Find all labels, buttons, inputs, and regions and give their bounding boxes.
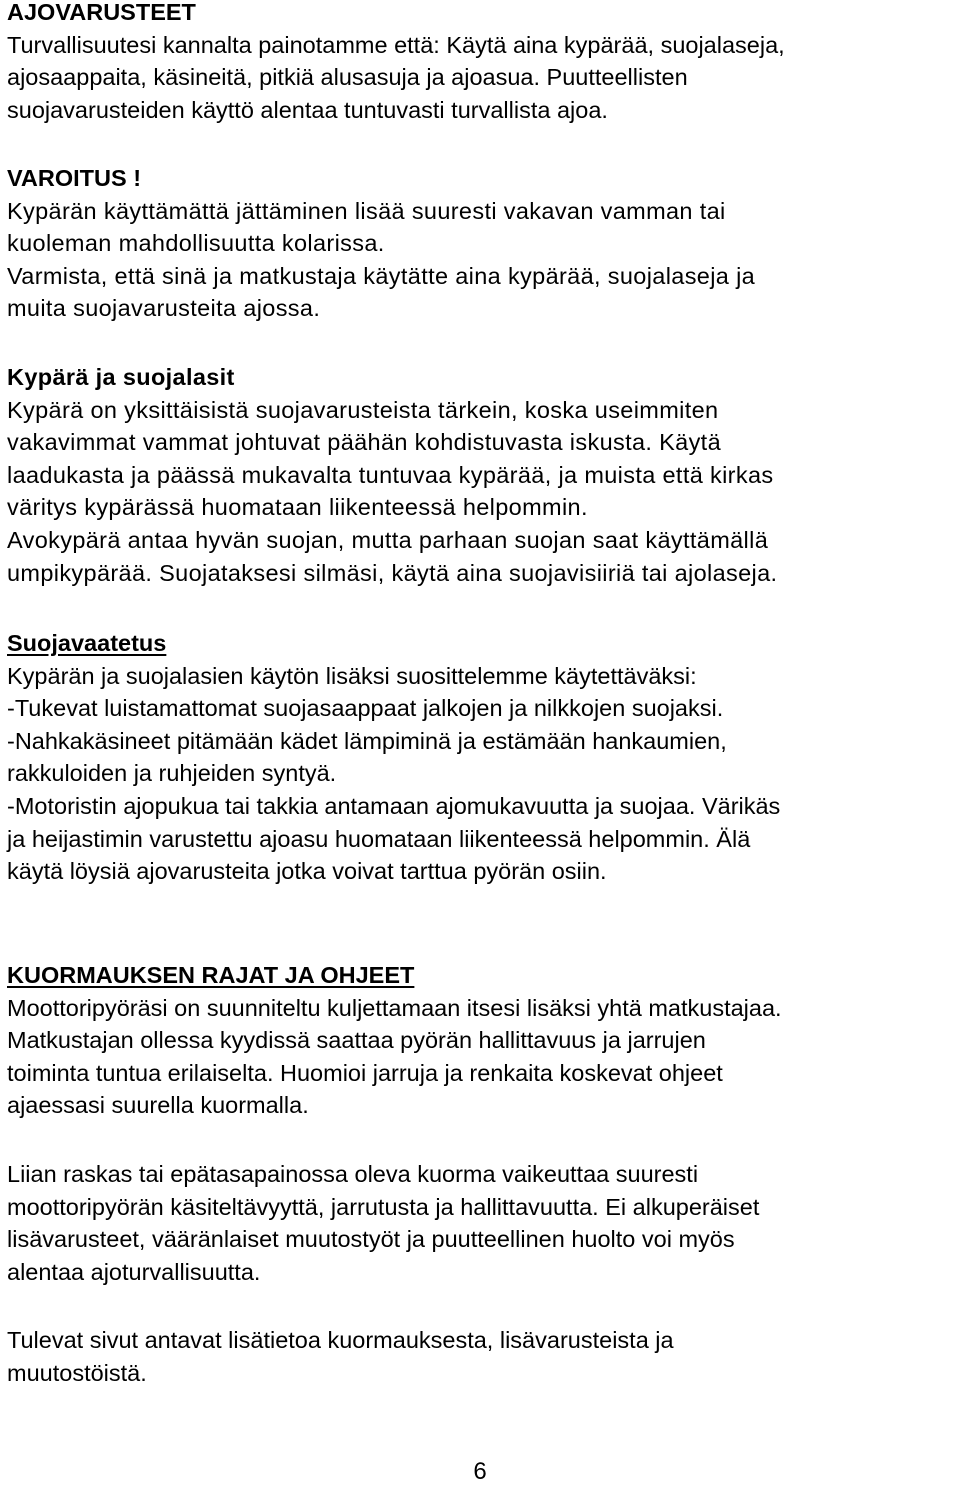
- heading-helmet: Kypärä ja suojalasit: [7, 364, 235, 390]
- paragraph-line: -Motoristin ajopukua tai takkia antamaan ajomukavuutta ja suojaa. Värikäs: [7, 792, 781, 819]
- paragraph-line: muutostöistä.: [7, 1359, 147, 1386]
- heading-equipment: AJOVARUSTEET: [7, 0, 196, 25]
- paragraph-line: umpikypärää. Suojataksesi silmäsi, käytä aina suojavisiiriä tai ajolaseja.: [7, 559, 778, 586]
- paragraph-line: Turvallisuutesi kannalta painotamme että: Käytä aina kypärää, suojalaseja,: [7, 31, 785, 58]
- paragraph-line: rakkuloiden ja ruhjeiden syntyä.: [7, 760, 337, 787]
- paragraph-line: laadukasta ja päässä mukavalta tuntuvaa kypärää, ja muista että kirkas: [7, 461, 774, 488]
- paragraph-line: Liian raskas tai epätasapainossa oleva kuorma vaikeuttaa suuresti: [7, 1161, 699, 1187]
- paragraph-line: -Tukevat luistamattomat suojasaappaat jalkojen ja nilkkojen suojaksi.: [7, 695, 724, 722]
- paragraph-line: Tulevat sivut antavat lisätietoa kuormauksesta, lisävarusteista ja: [7, 1327, 674, 1353]
- page-number: 6: [473, 1458, 487, 1485]
- paragraph-line: suojavarusteiden käyttö alentaa tuntuvasti turvallista ajoa.: [7, 96, 608, 123]
- heading-clothing: Suojavaatetus: [7, 630, 167, 656]
- paragraph-line: Kypärän ja suojalasien käytön lisäksi suosittelemme käytettäväksi:: [7, 662, 697, 689]
- section-helmet: [7, 361, 954, 589]
- paragraph-line: Matkustajan ollessa kyydissä saattaa pyörän hallittavuus ja jarrujen: [7, 1027, 706, 1054]
- paragraph-line: kuoleman mahdollisuutta kolarissa.: [7, 230, 385, 257]
- paragraph-line: toiminta tuntua erilaiselta. Huomioi jarruja ja renkaita koskevat ohjeet: [7, 1059, 723, 1086]
- section-load-limits: [7, 959, 954, 1122]
- section-clothing: [7, 627, 954, 888]
- paragraph-line: moottoripyörän käsiteltävyyttä, jarrutusta ja hallittavuutta. Ei alkuperäiset: [7, 1193, 760, 1220]
- paragraph-line: Varmista, että sinä ja matkustaja käytätte aina kypärää, suojalaseja ja: [7, 262, 756, 289]
- paragraph-line: ajosaappaita, käsineitä, pitkiä alusasuja ja ajoasua. Puutteellisten: [7, 64, 688, 91]
- paragraph-line: lisävarusteet, vääränlaiset muutostyöt ja puutteellinen huolto voi myös: [7, 1226, 735, 1253]
- heading-warning: VAROITUS !: [7, 165, 142, 191]
- paragraph-line: ajaessasi suurella kuormalla.: [7, 1092, 309, 1119]
- paragraph-line: väritys kypärässä huomataan liikenteessä helpommin.: [7, 494, 588, 521]
- section-equipment: [7, 0, 954, 126]
- paragraph-line: muita suojavarusteita ajossa.: [7, 295, 321, 322]
- paragraph-line: Avokypärä antaa hyvän suojan, mutta parhaan suojan saat käyttämällä: [7, 526, 769, 553]
- paragraph-line: vakavimmat vammat johtuvat päähän kohdistuvasta iskusta. Käytä: [7, 429, 721, 456]
- paragraph-line: -Nahkakäsineet pitämään kädet lämpiminä ja estämään hankaumien,: [7, 727, 727, 754]
- paragraph-line: Kypärän käyttämättä jättäminen lisää suuresti vakavan vamman tai: [7, 197, 726, 224]
- paragraph-line: ja heijastimin varustettu ajoasu huomataan liikenteessä helpommin. Älä: [7, 825, 751, 852]
- heading-load-limits: KUORMAUKSEN RAJAT JA OHJEET: [7, 962, 415, 988]
- paragraph-line: Kypärä on yksittäisistä suojavarusteista tärkein, koska useimmiten: [7, 396, 719, 423]
- paragraph-line: käytä löysiä ajovarusteita jotka voivat tarttua pyörän osiin.: [7, 858, 607, 885]
- section-next-pages: [7, 1324, 954, 1389]
- paragraph-line: Moottoripyöräsi on suunniteltu kuljettamaan itsesi lisäksi yhtä matkustajaa.: [7, 994, 782, 1021]
- section-warning: [7, 162, 954, 325]
- paragraph-line: alentaa ajoturvallisuutta.: [7, 1258, 261, 1285]
- section-overload: [7, 1158, 954, 1288]
